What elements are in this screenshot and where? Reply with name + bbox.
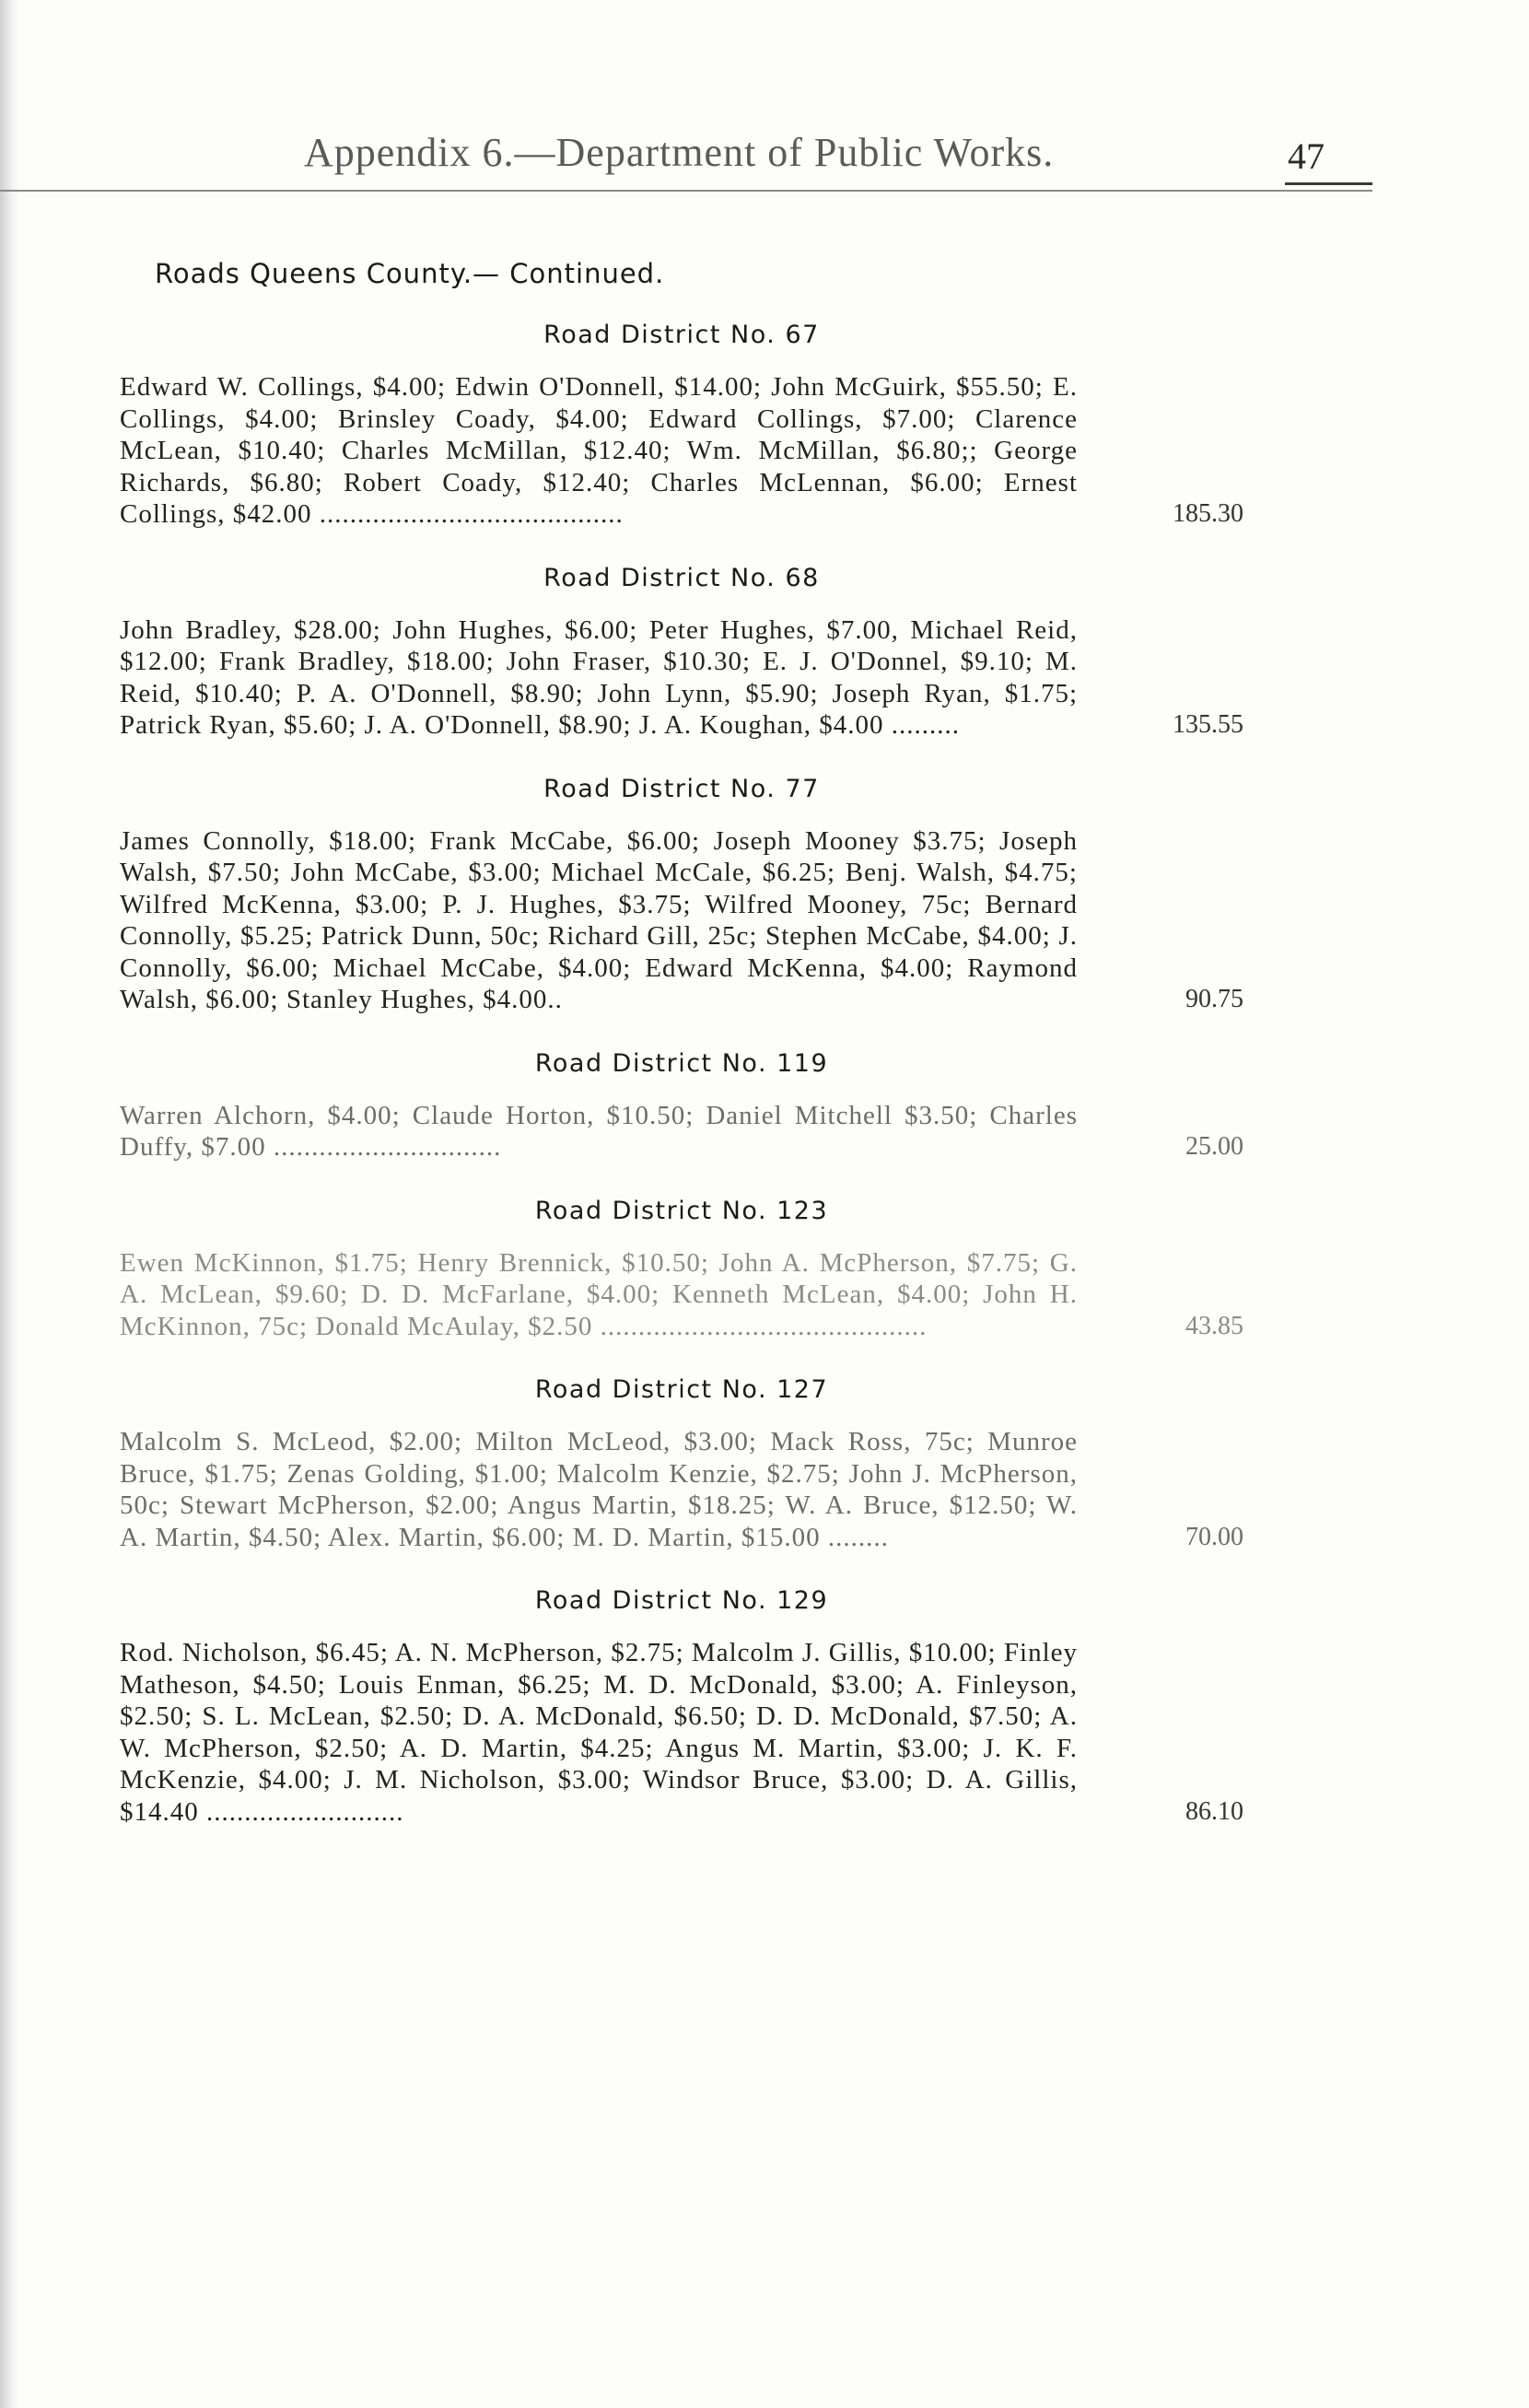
district-entries: James Connolly, $18.00; Frank McCabe, $6.00; Joseph Mooney $3.75; Joseph Walsh, $7.50; John McCabe, $3.00; Michael McCale, $6.25; Benj. Walsh, $4.75; Wilfred McKenna, $3.00; P. J. Hughes, $3.75; Wilfred Mooney, 75c; Bernard Connolly, $5.25; Patrick Dunn, 50c; Richard Gill, 25c; Stephen McCabe, $4.00; J. Connolly, $6.00; Michael McCabe, $4.00; Edward McKenna, $4.00; Raymond Walsh, $6.00; Stanley Hughes, $4.00.. bbox=[120, 825, 1078, 1014]
district-total: 86.10 bbox=[1185, 1796, 1243, 1826]
district-entry-row bbox=[120, 1426, 1243, 1553]
road-district-77 bbox=[120, 775, 1243, 1016]
district-total: 70.00 bbox=[1185, 1522, 1243, 1551]
road-district-67 bbox=[120, 321, 1243, 531]
district-heading: Road District No. 68 bbox=[543, 563, 820, 592]
page-body bbox=[120, 258, 1243, 1861]
district-entry-row bbox=[120, 614, 1243, 742]
road-district-68 bbox=[120, 564, 1243, 742]
district-entry-row bbox=[120, 825, 1243, 1016]
road-district-119 bbox=[120, 1049, 1243, 1163]
road-district-127 bbox=[120, 1375, 1243, 1553]
district-heading: Road District No. 129 bbox=[534, 1586, 829, 1615]
district-entries: Malcolm S. McLeod, $2.00; Milton McLeod, $3.00; Mack Ross, 75c; Munroe Bruce, $1.75; Zenas Golding, $1.00; Malcolm Kenzie, $2.75; John J. McPherson, 50c; Stewart McPherson, $2.00; Angus Martin, $18.25; W. A. Bruce, $12.50; W. A. Martin, $4.50; Alex. Martin, $6.00; M. D. Martin, $15.00 ........ bbox=[120, 1427, 1078, 1552]
district-total: 185.30 bbox=[1173, 499, 1243, 528]
district-entries: Ewen McKinnon, $1.75; Henry Brennick, $10.50; John A. McPherson, $7.75; G. A. McLean, $9.60; D. D. McFarlane, $4.00; Kenneth McLean, $4.00; John H. McKinnon, 75c; Donald McAulay, $2.50 ........................................... bbox=[120, 1247, 1078, 1341]
district-entries: Warren Alchorn, $4.00; Claude Horton, $10.50; Daniel Mitchell $3.50; Charles Duffy, $7.00 .............................. bbox=[120, 1100, 1078, 1162]
district-entries: John Bradley, $28.00; John Hughes, $6.00; Peter Hughes, $7.00, Michael Reid, $12.00; Frank Bradley, $18.00; John Fraser, $10.30; E. J. O'Donnel, $9.10; M. Reid, $10.40; P. A. O'Donnell, $8.90; John Lynn, $5.90; Joseph Ryan, $1.75; Patrick Ryan, $5.60; J. A. O'Donnell, $8.90; J. A. Koughan, $4.00 ......... bbox=[120, 614, 1078, 740]
district-total: 43.85 bbox=[1185, 1311, 1243, 1340]
page-number-rule bbox=[1285, 182, 1372, 185]
page-header bbox=[0, 129, 1529, 193]
district-heading: Road District No. 119 bbox=[534, 1048, 829, 1078]
district-heading: Road District No. 77 bbox=[543, 774, 820, 803]
section-heading: Roads Queens County.— Continued. bbox=[155, 258, 665, 289]
running-title: Appendix 6.—Department of Public Works. bbox=[304, 130, 1055, 175]
district-total: 25.00 bbox=[1185, 1132, 1243, 1161]
header-rule bbox=[0, 190, 1372, 192]
page-number: 47 bbox=[1288, 135, 1325, 177]
scan-edge-shadow bbox=[0, 0, 20, 2408]
road-district-129 bbox=[120, 1586, 1243, 1828]
road-district-123 bbox=[120, 1197, 1243, 1343]
district-heading: Road District No. 67 bbox=[543, 321, 820, 349]
district-entry-row bbox=[120, 1637, 1243, 1828]
district-entries: Edward W. Collings, $4.00; Edwin O'Donnell, $14.00; John McGuirk, $55.50; E. Collings, $4.00; Brinsley Coady, $4.00; Edward Collings, $7.00; Clarence McLean, $10.40; Charles McMillan, $12.40; Wm. McMillan, $6.80;; George Richards, $6.80; Robert Coady, $12.40; Charles McLennan, $6.00; Ernest Collings, $42.00 ........................................ bbox=[120, 372, 1078, 529]
district-entry-row bbox=[120, 1247, 1243, 1343]
district-heading: Road District No. 123 bbox=[534, 1196, 829, 1225]
district-entries: Rod. Nicholson, $6.45; A. N. McPherson, $2.75; Malcolm J. Gillis, $10.00; Finley Matheson, $4.50; Louis Enman, $6.25; M. D. McDonald, $3.00; A. Finleyson, $2.50; S. L. McLean, $2.50; D. A. McDonald, $6.50; D. D. McDonald, $7.50; A. W. McPherson, $2.50; A. D. Martin, $4.25; Angus M. Martin, $3.00; J. K. F. McKenzie, $4.00; J. M. Nicholson, $3.00; Windsor Bruce, $3.00; D. A. Gillis, $14.40 .......................... bbox=[120, 1638, 1078, 1827]
district-entry-row bbox=[120, 1100, 1243, 1163]
district-heading: Road District No. 127 bbox=[534, 1375, 829, 1404]
district-total: 90.75 bbox=[1185, 985, 1243, 1013]
district-total: 135.55 bbox=[1173, 710, 1243, 739]
district-entry-row bbox=[120, 371, 1243, 531]
